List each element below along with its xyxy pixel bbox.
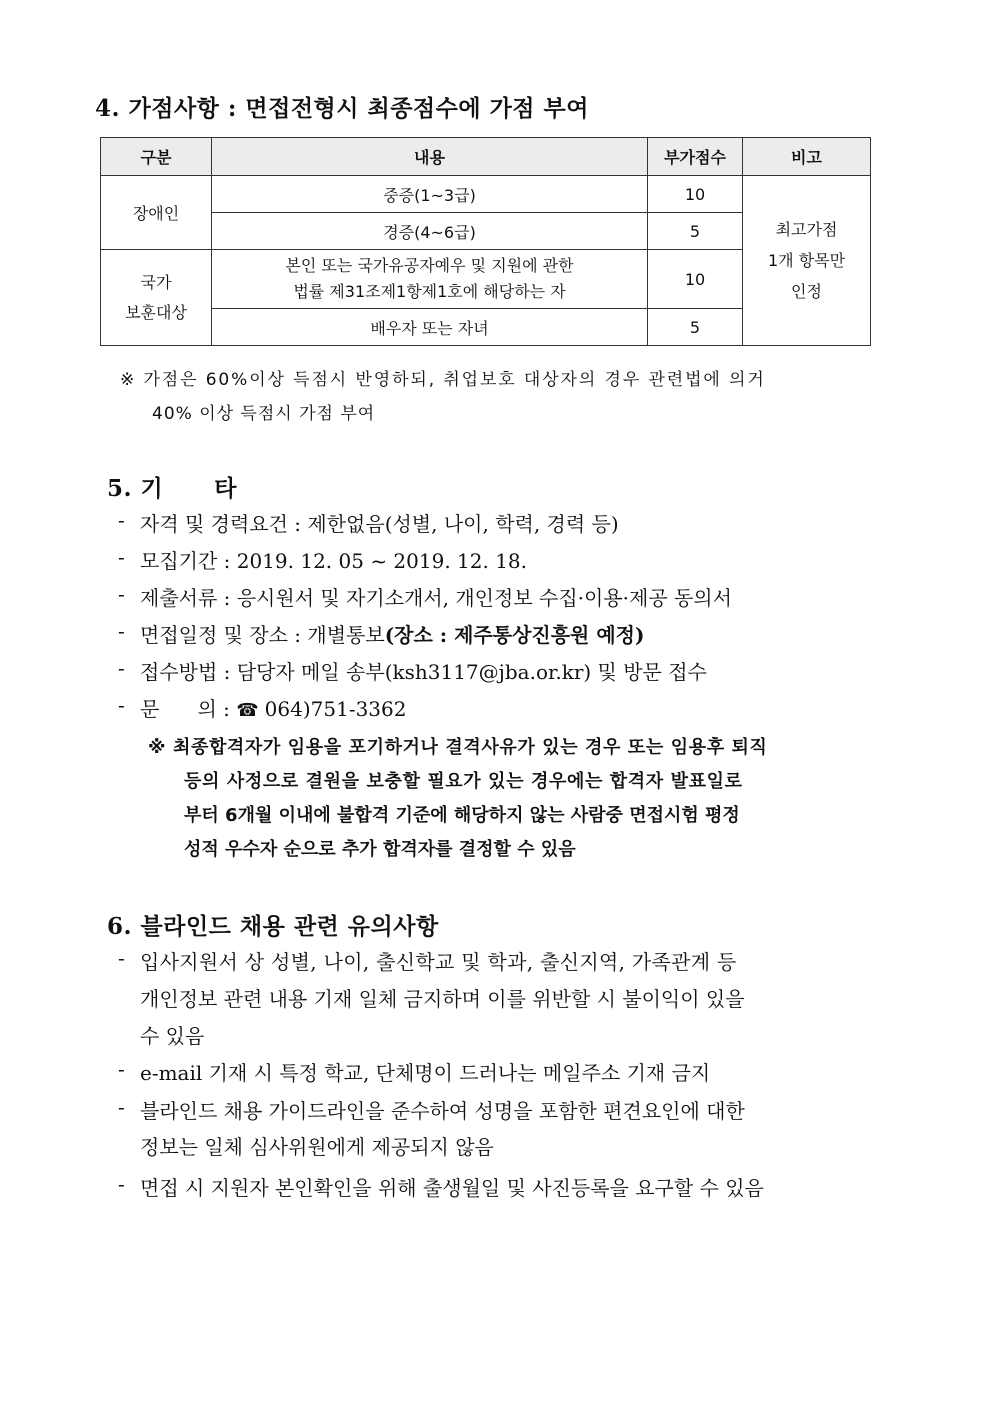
reception-text: 접수방법 : 담당자 메일 송부(ksh3117@jba.or.kr) 및 방문 접수 xyxy=(140,660,707,684)
section6-title: 6. 블라인드 채용 관련 유의사항 xyxy=(107,913,439,940)
warning-line: ※ 최종합격자가 임용을 포기하거나 결격사유가 있는 경우 또는 임용후 퇴직 xyxy=(148,737,768,758)
table-header-row xyxy=(101,138,871,176)
points-cell: 10 xyxy=(648,250,743,309)
blind-line: 블라인드 채용 가이드라인을 준수하여 성명을 포함한 편견요인에 대한 xyxy=(140,1099,745,1123)
warning-line: 등의 사정으로 결원을 보충할 필요가 있는 경우에는 합격자 발표일로 xyxy=(184,771,743,792)
blind-line: e-mail 기재 시 특정 학교, 단체명이 드러나는 메일주소 기재 금지 xyxy=(140,1061,711,1085)
content-cell: 배우자 또는 자녀 xyxy=(212,309,648,346)
inquiry-text: 문 의 : ☎ 064)751-3362 xyxy=(140,697,407,721)
warning-line: 부터 6개월 이내에 불합격 기준에 해당하지 않는 사람중 면접시험 평정 xyxy=(184,805,740,826)
points-cell: 5 xyxy=(648,309,743,346)
category-disabled: 장애인 xyxy=(101,176,212,250)
table-row xyxy=(101,176,871,213)
bonus-points-table xyxy=(100,137,871,346)
blind-line: 수 있음 xyxy=(140,1024,205,1048)
warning-line: 성적 우수자 순으로 추가 합격자를 결정할 수 있음 xyxy=(184,839,576,860)
header-note: 비고 xyxy=(743,138,871,176)
interview-location: (장소 : 제주통상진흥원 예정) xyxy=(384,623,645,647)
header-points: 부가점수 xyxy=(648,138,743,176)
blind-line: 면접 시 지원자 본인확인을 위해 출생월일 및 사진등록을 요구할 수 있음 xyxy=(140,1176,764,1200)
interview-text: 면접일정 및 장소 : 개별통보(장소 : 제주통상진흥원 예정) xyxy=(140,623,645,647)
content-line: 본인 또는 국가유공자예우 및 지원에 관한 xyxy=(285,256,574,275)
footnote-line-1: ※ 가점은 60%이상 득점시 반영하되, 취업보호 대상자의 경우 관련법에 의거 xyxy=(120,370,766,390)
note-line: 인정 xyxy=(791,282,822,301)
document-page: 4. 가점사항 : 면접전형시 최종점수에 가점 부여 구분 내용 부가점수 비고 장애인 중증(1~3급) 10 최고가점 1개 항목만 인정 경증(4~6급) 5 국가 보훈대상 본인 또는 국가유공자예우 및 지원에 관한 법률 제31조제1항제1호에 해당하는 자 10 배우자 또는 자녀 5 ※ 가점은 60%이상 득점시 반영하되, 취업보호 대상자의 경우 관련법에 의거 40% 이상 득점시 가점 부여 5. 기 타 - 자격 및 경력요건 : 제한없음(성별, 나이, 학력, 경력 등) - 모집기간 : 2019. 12. 05 ~ 2019. 12. 18. - 제출서류 : 응시원서 및 자기소개서, 개인정보 수집·이용·제공 동의서 - 면접일정 및 장소 : 개별통보(장소 : 제주통상진흥원 예정) - 접수방법 : 담당자 메일 송부(ksh3117@jba.or.kr) 및 방문 접수 - 문 의 : ☎ 064)751-3362 ※ 최종합격자가 임용을 포기하거나 결격사유가 있는 경우 또는 임용후 퇴직 등의 사정으로 결원을 보충할 필요가 있는 경우에는 합격자 발표일로 부터 6개월 이내에 불합격 기준에 해당하지 않는 사람중 면접시험 평정 성적 우수자 순으로 추가 합격자를 결정할 수 있음 6. 블라인드 채용 관련 유의사항 - 입사지원서 상 성별, 나이, 출신학교 및 학과, 출신지역, 가족관계 등 개인정보 관련 내용 기재 일체 금지하며 이를 위반할 시 불이익이 있을 수 있음 - e-mail 기재 시 특정 학교, 단체명이 드러나는 메일주소 기재 금지 - 블라인드 채용 가이드라인을 준수하여 성명을 포함한 편견요인에 대한 정보는 일체 심사위원에게 제공되지 않음 - 면접 시 지원자 본인확인을 위해 출생월일 및 사진등록을 요구할 수 있음 xyxy=(0,0,992,1403)
category-line: 보훈대상 xyxy=(125,302,187,322)
header-category: 구분 xyxy=(101,138,212,176)
points-cell: 10 xyxy=(648,176,743,213)
blind-line: 정보는 일체 심사위원에게 제공되지 않음 xyxy=(140,1135,494,1159)
header-content: 내용 xyxy=(212,138,648,176)
note-line: 최고가점 xyxy=(775,220,838,239)
qualification-text: 자격 및 경력요건 : 제한없음(성별, 나이, 학력, 경력 등) xyxy=(140,512,619,536)
documents-text: 제출서류 : 응시원서 및 자기소개서, 개인정보 수집·이용·제공 동의서 xyxy=(140,586,732,610)
category-line: 국가 xyxy=(140,272,172,292)
note-line: 1개 항목만 xyxy=(767,251,846,270)
category-veterans xyxy=(101,250,212,346)
phone-number: 064)751-3362 xyxy=(264,697,407,721)
content-line: 법률 제31조제1항제1호에 해당하는 자 xyxy=(293,282,566,301)
section4-title: 4. 가점사항 : 면접전형시 최종점수에 가점 부여 xyxy=(95,95,589,122)
recruit-period-text: 모집기간 : 2019. 12. 05 ~ 2019. 12. 18. xyxy=(140,549,528,573)
note-cell xyxy=(743,176,871,346)
content-cell: 경증(4~6급) xyxy=(212,213,648,250)
blind-line: 입사지원서 상 성별, 나이, 출신학교 및 학과, 출신지역, 가족관계 등 xyxy=(140,950,737,974)
content-cell: 중증(1~3급) xyxy=(212,176,648,213)
section5-title: 5. 기 타 xyxy=(107,475,237,502)
phone-icon: ☎ xyxy=(236,700,259,721)
footnote-line-2: 40% 이상 득점시 가점 부여 xyxy=(152,404,376,424)
points-cell: 5 xyxy=(648,213,743,250)
content-cell xyxy=(212,250,648,309)
blind-line: 개인정보 관련 내용 기재 일체 금지하며 이를 위반할 시 불이익이 있을 xyxy=(140,987,745,1011)
